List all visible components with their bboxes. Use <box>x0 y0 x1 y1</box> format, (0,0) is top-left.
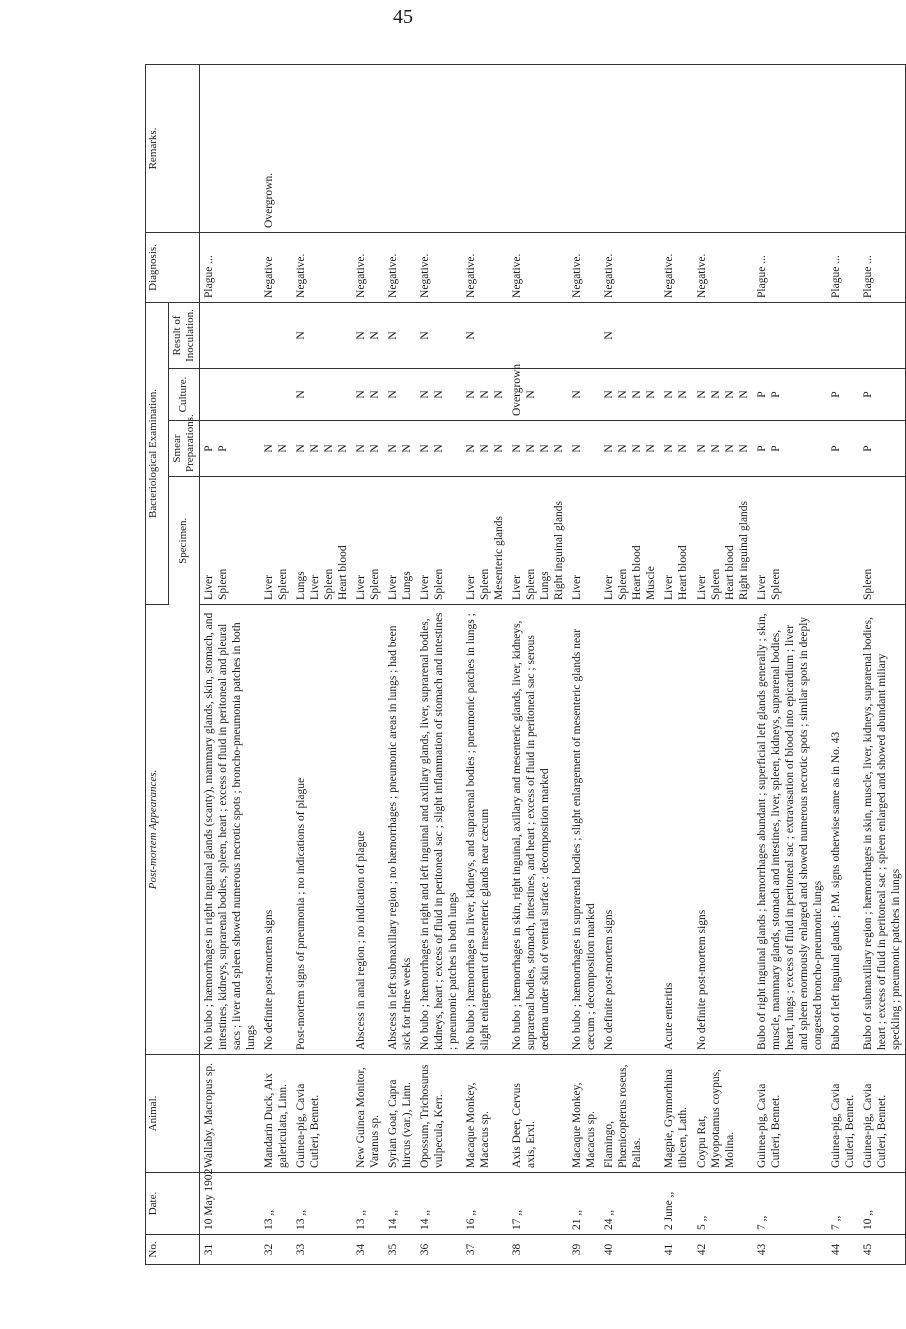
cell-specimen: Liver Spleen <box>260 477 292 605</box>
cell-culture: N <box>384 369 416 421</box>
cell-smear: P <box>859 421 906 477</box>
cell-specimen: Liver Spleen <box>352 477 384 605</box>
table-row <box>352 64 384 1264</box>
cell-diagnosis: Negative. <box>352 232 384 302</box>
cell-no: 34 <box>355 1243 368 1256</box>
cell-inoculation <box>568 302 600 368</box>
cell-specimen: Liver Spleen Heart blood Right inguinal glands <box>693 477 753 605</box>
cell-smear: N N N N <box>292 421 352 477</box>
cell-no: 40 <box>603 1243 616 1256</box>
table-row <box>384 64 416 1264</box>
cell-post-mortem: No bubo ; hæmorrhages in right and left inguinal and axillary glands, liver, suprarenal bodies, kidneys, heart ; excess of fluid in peritoneal sac ; slight inflammation of stomach and intestines ; pneumonic patches in both lungs <box>416 605 462 1055</box>
cell-diagnosis: Plague ... <box>859 232 906 302</box>
cell-animal: Guinea-pig, Cavia Cutleri, Bennet. <box>753 1055 827 1173</box>
header-specimen: Specimen. <box>169 477 200 605</box>
cell-animal: Macaque Monkey, Macacus sp. <box>462 1055 508 1173</box>
cell-specimen: Liver Lungs <box>384 477 416 605</box>
cell-diagnosis: Plague ... <box>753 232 827 302</box>
header-smear: Smear Preparations. <box>169 421 200 477</box>
cell-culture: N N <box>352 369 384 421</box>
cell-animal: Mandarin Duck, Aix galericulata, Linn. <box>260 1055 292 1173</box>
header-post-mortem-label: Post-mortem Appearances. <box>147 769 159 890</box>
cell-no: 42 <box>695 1243 708 1256</box>
cell-post-mortem: Abscess in left submaxillary region ; no hæmorrhages ; pneumonic areas in lungs ; had been sick for three weeks <box>384 605 416 1055</box>
header-bacteriological: Bacteriological Examination. <box>146 302 169 604</box>
records-table <box>145 64 906 1265</box>
cell-specimen <box>827 477 859 605</box>
cell-inoculation <box>827 302 859 368</box>
cell-post-mortem: No bubo ; hæmorrhages in skin, right inguinal, axillary and mesenteric glands, liver, kidneys, suprarenal bodies, stomach, intestines, and heart ; excess of fluid in peritoneal sac ; serous œdema under skin of ventral surface ; decomposition marked <box>508 605 568 1055</box>
cell-no: 35 <box>387 1243 400 1256</box>
cell-culture <box>260 369 292 421</box>
cell-post-mortem: Abscess in anal region ; no indication of plague <box>352 605 384 1055</box>
cell-date: 14 ,, <box>416 1173 462 1235</box>
cell-date: 17 ,, <box>508 1173 568 1235</box>
cell-remarks <box>600 64 660 232</box>
cell-date: 21 ,, <box>568 1173 600 1235</box>
cell-culture: N N <box>660 369 692 421</box>
cell-animal: Guinea-pig, Cavia Cutleri, Bennet. <box>292 1055 352 1173</box>
table-row <box>200 64 261 1264</box>
cell-remarks <box>292 64 352 232</box>
cell-smear: N N <box>260 421 292 477</box>
cell-smear: N N N N <box>508 421 568 477</box>
cell-specimen: Spleen <box>859 477 906 605</box>
cell-animal: Syrian Goat, Capra hircus (var.), Linn. <box>384 1055 416 1173</box>
cell-date: 13 ,, <box>352 1173 384 1235</box>
cell-date: 24 ,, <box>600 1173 660 1235</box>
table-row <box>859 64 906 1264</box>
cell-inoculation: N <box>416 302 462 368</box>
cell-diagnosis: Plague ... <box>827 232 859 302</box>
cell-no: 44 <box>829 1243 842 1256</box>
cell-remarks <box>384 64 416 232</box>
cell-no: 38 <box>511 1243 524 1256</box>
cell-remarks: Overgrown. <box>260 64 292 232</box>
cell-diagnosis: Negative. <box>384 232 416 302</box>
cell-animal: Magpie, Gymnorhina tibicen, Lath. <box>660 1055 692 1173</box>
cell-culture: P <box>827 369 859 421</box>
cell-inoculation <box>660 302 692 368</box>
cell-no: 31 <box>203 1243 215 1256</box>
cell-inoculation: N N <box>352 302 384 368</box>
cell-date: 14 ,, <box>384 1173 416 1235</box>
cell-diagnosis: Negative. <box>462 232 508 302</box>
cell-no: 37 <box>465 1243 478 1256</box>
cell-smear: P <box>827 421 859 477</box>
cell-diagnosis: Negative. <box>568 232 600 302</box>
cell-smear: N N <box>660 421 692 477</box>
table-row <box>600 64 660 1264</box>
cell-post-mortem: Post-mortem signs of pneumonia ; no indications of plague <box>292 605 352 1055</box>
cell-animal: Guinea-pig, Cavia Cutleri, Bennet. <box>827 1055 859 1173</box>
cell-specimen: Liver Spleen Mesenteric glands <box>462 477 508 605</box>
header-remarks: Remarks. <box>146 64 200 232</box>
cell-culture: N <box>568 369 600 421</box>
table-row <box>568 64 600 1264</box>
cell-no: 32 <box>263 1243 276 1256</box>
cell-remarks <box>508 64 568 232</box>
cell-date: 10 ,, <box>859 1173 906 1235</box>
cell-remarks <box>462 64 508 232</box>
cell-date: 13 ,, <box>292 1173 352 1235</box>
cell-post-mortem: Bubo of submaxillary region ; hæmorrhages in skin, muscle, liver, kidneys, suprarenal bodies, heart ; excess of fluid in peritoneal sac ; spleen enlarged and showed abundant miliary speckling ; pneumonic patches in lungs <box>859 605 906 1055</box>
cell-remarks <box>416 64 462 232</box>
cell-no: 41 <box>663 1243 676 1256</box>
cell-smear: N N N N <box>693 421 753 477</box>
cell-culture: N N N <box>462 369 508 421</box>
cell-smear: P P <box>200 421 261 477</box>
cell-specimen: Liver <box>568 477 600 605</box>
cell-inoculation <box>693 302 753 368</box>
cell-animal: Guinea-pig, Cavia Cutleri, Bennet. <box>859 1055 906 1173</box>
cell-inoculation: N <box>462 302 508 368</box>
cell-culture: Overgrown N <box>508 369 568 421</box>
cell-post-mortem: No bubo ; hæmorrhages in suprarenal bodies ; slight enlargement of mesenteric glands near cæcum ; decomposition marked <box>568 605 600 1055</box>
cell-remarks <box>753 64 827 232</box>
cell-inoculation: N <box>292 302 352 368</box>
cell-animal: Wallaby, Macropus sp. <box>200 1055 261 1173</box>
cell-no: 43 <box>755 1243 768 1256</box>
cell-post-mortem: No definite post-mortem signs <box>600 605 660 1055</box>
cell-date: 2 June ,, <box>660 1173 692 1235</box>
cell-date: 13 ,, <box>260 1173 292 1235</box>
cell-date: 7 ,, <box>753 1173 827 1235</box>
cell-remarks <box>352 64 384 232</box>
cell-date: 16 ,, <box>462 1173 508 1235</box>
cell-animal: Macaque Monkey, Macacus sp. <box>568 1055 600 1173</box>
cell-culture: P P <box>753 369 827 421</box>
cell-date: 10 May 1902 <box>200 1173 261 1235</box>
header-diagnosis: Diagnosis. <box>146 232 200 302</box>
cell-remarks <box>693 64 753 232</box>
cell-smear: N N <box>416 421 462 477</box>
cell-inoculation <box>753 302 827 368</box>
table-body <box>200 64 906 1264</box>
cell-post-mortem: No bubo ; hæmorrhages in liver, kidneys, and suprarenal bodies ; pneumonic patches in lungs ; slight enlargement of mesenteric glands near cæcum <box>462 605 508 1055</box>
cell-inoculation <box>859 302 906 368</box>
header-no: No. <box>146 1235 200 1265</box>
table-row <box>753 64 827 1264</box>
rotated-table-sheet <box>145 65 902 1265</box>
cell-remarks <box>200 64 261 232</box>
cell-diagnosis: Negative. <box>660 232 692 302</box>
cell-post-mortem: No definite post-mortem signs <box>693 605 753 1055</box>
header-post-mortem <box>146 605 200 1055</box>
cell-remarks <box>568 64 600 232</box>
cell-animal: Coypu Rat, Myopotamus coypus, Molina. <box>693 1055 753 1173</box>
cell-animal: New Guinea Monitor, Varanus sp. <box>352 1055 384 1173</box>
cell-inoculation <box>260 302 292 368</box>
cell-remarks <box>859 64 906 232</box>
cell-culture: N N N N <box>600 369 660 421</box>
cell-smear: P P <box>753 421 827 477</box>
cell-inoculation <box>200 302 261 368</box>
cell-animal: Flamingo, Phœnicopterus roseus, Pallas. <box>600 1055 660 1173</box>
cell-no: 36 <box>419 1243 432 1256</box>
cell-culture: N N <box>416 369 462 421</box>
table-row <box>660 64 692 1264</box>
header-animal: Animal. <box>146 1055 200 1173</box>
cell-animal: Opossum, Trichosurus vulpecula, Kerr. <box>416 1055 462 1173</box>
table-row <box>693 64 753 1264</box>
cell-specimen: Liver Spleen <box>753 477 827 605</box>
header-culture: Culture. <box>169 369 200 421</box>
cell-post-mortem: No bubo ; hæmorrhages in right inguinal glands (scanty), mammary glands, skin, stomach, and intestines, kidneys, suprarenal bodies, spleen, heart ; excess of fluid in peritoneal and pleural sacs ; liver and spleen showed numerous necrotic spots ; broncho-pneumonia patches in both lungs <box>200 605 261 1055</box>
cell-inoculation <box>508 302 568 368</box>
cell-culture: N N N N <box>693 369 753 421</box>
cell-smear: N <box>568 421 600 477</box>
cell-diagnosis: Negative. <box>508 232 568 302</box>
cell-specimen: Lungs Liver Spleen Heart blood <box>292 477 352 605</box>
table-row <box>827 64 859 1264</box>
table-row <box>462 64 508 1264</box>
cell-diagnosis: Negative. <box>292 232 352 302</box>
cell-specimen: Liver Spleen <box>200 477 261 605</box>
cell-specimen: Liver Heart blood <box>660 477 692 605</box>
table-row <box>260 64 292 1264</box>
cell-smear: N N N <box>462 421 508 477</box>
table-row <box>508 64 568 1264</box>
cell-post-mortem: Bubo of right inguinal glands ; hæmorrhages abundant ; superficial left glands generally ; skin, muscle, mammary glands, stomach and intestines, liver, spleen, kidneys, suprarenal bodies, heart, lungs ; excess of fluid in peritoneal sac ; extravasation of blood into epicardium ; liver and spleen enormously enlarged and showed numerous necrotic spots ; similar spots in deeply congested broncho-pneumonic lungs <box>753 605 827 1055</box>
cell-remarks <box>827 64 859 232</box>
cell-animal: Axis Deer, Cervus axis, Erxl. <box>508 1055 568 1173</box>
header-inoculation: Result of Inoculation. <box>169 302 200 368</box>
cell-no: 33 <box>295 1243 308 1256</box>
cell-post-mortem: No definite post-mortem signs <box>260 605 292 1055</box>
cell-diagnosis: Negative. <box>693 232 753 302</box>
cell-smear: N N N N <box>600 421 660 477</box>
cell-no: 39 <box>571 1243 584 1256</box>
cell-culture: P <box>859 369 906 421</box>
cell-diagnosis: Negative <box>260 232 292 302</box>
cell-culture: N <box>292 369 352 421</box>
cell-inoculation: N <box>600 302 660 368</box>
table-row <box>416 64 462 1264</box>
cell-date: 5 ,, <box>693 1173 753 1235</box>
cell-specimen: Liver Spleen Lungs Right inguinal glands <box>508 477 568 605</box>
cell-post-mortem: Bubo of left inguinal glands ; P.M. signs otherwise same as in No. 43 <box>827 605 859 1055</box>
cell-specimen: Liver Spleen Heart blood Muscle <box>600 477 660 605</box>
cell-post-mortem: Acute enteritis <box>660 605 692 1055</box>
header-date: Date. <box>146 1173 200 1235</box>
cell-remarks <box>660 64 692 232</box>
cell-smear: N N <box>352 421 384 477</box>
cell-smear: N N <box>384 421 416 477</box>
cell-no: 45 <box>861 1243 874 1256</box>
page-number: 45 <box>393 6 413 28</box>
cell-diagnosis: Negative. <box>416 232 462 302</box>
cell-date: 7 ,, <box>827 1173 859 1235</box>
cell-diagnosis: Negative. <box>600 232 660 302</box>
cell-inoculation: N <box>384 302 416 368</box>
cell-specimen: Liver Spleen <box>416 477 462 605</box>
cell-culture <box>200 369 261 421</box>
table-row <box>292 64 352 1264</box>
cell-diagnosis: Plague ... <box>200 232 261 302</box>
